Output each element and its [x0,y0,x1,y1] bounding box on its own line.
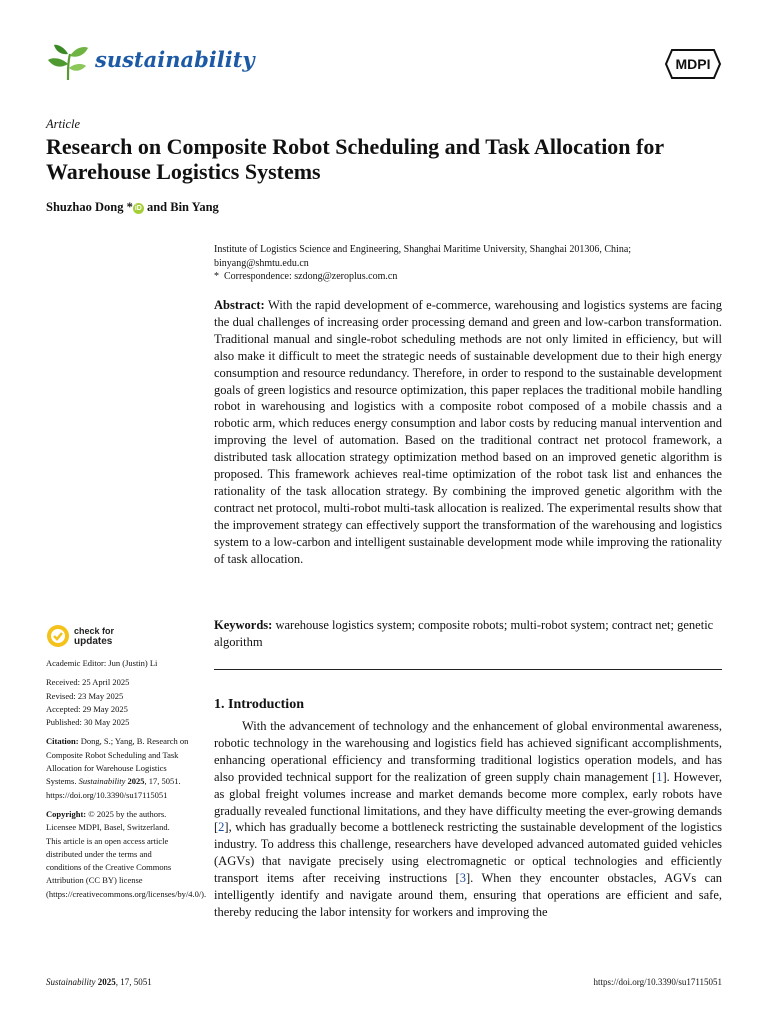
correspondence-line [214,270,724,284]
academic-editor: Academic Editor: Jun (Justin) Li [46,658,158,668]
author-list [46,200,219,215]
intro-text: ], which has gradually become a bottleneck restricting the sustainable development of the logistics industry. To address this challenge, researchers have developed advanced automated guided vehicles (AGVs) that navigate precisely using electromagnetic or optical technologies and efficiently transport items after receiving instructions [ [214,820,722,886]
introduction-paragraph [214,718,722,921]
footer-volume: , 17, 5051 [115,977,152,987]
check-updates-icon [46,624,70,648]
reference-link[interactable]: 2 [218,820,225,835]
keywords-text: warehouse logistics system; composite robots; multi-robot system; contract net; genetic algorithm [214,618,714,649]
correspondence-marker: * [214,271,219,282]
paper-title: Research on Composite Robot Scheduling and Task Allocation for Warehouse Logistics Systems [46,134,664,184]
orcid-icon[interactable]: iD [134,205,142,212]
affiliation-email[interactable]: binyang@shmtu.edu.cn [214,257,309,269]
intro-text: With the advancement of technology and the enhancement of global environmental awareness, robotic technology in the warehousing and logistics field has achieved significant accomplishments, enhancing operational efficiency and transforming traditional logistics operation models, and has also provided technical support for the realization of green supply chain management [ [214,719,722,784]
citation [46,735,196,801]
affiliation-line: Institute of Logistics Science and Engineering, Shanghai Maritime University, Shanghai 201306, China; [214,244,632,255]
footer-citation [46,977,152,987]
reference-link[interactable]: 3 [459,871,466,886]
intro-text: ]. However, as global freight volumes increase and market demands become more complex, early robots have gradually revealed functional limitations, and they have difficulty meeting the ever-growing demands [ [214,769,722,835]
section-divider [214,669,722,670]
correspondence-email[interactable]: Correspondence: szdong@zeroplus.com.cn [224,271,398,282]
citation-year: 2025 [125,776,145,787]
abstract [214,297,722,568]
journal-leaf-logo-icon [46,42,90,82]
copyright [46,808,207,901]
footer-year: 2025 [95,977,116,987]
check-for-updates-button[interactable] [46,624,136,652]
reference-link[interactable]: 1 [656,769,663,784]
citation-journal: Sustainability [78,776,126,787]
revised-date: Revised: 23 May 2025 [46,690,124,701]
affiliation-block [214,243,724,284]
citation-text: Dong, S.; Yang, B. Research on Composite Robot Scheduling and Task Allocation for Warehouse Logistics Systems. [46,736,189,787]
footer-doi-link[interactable]: https://doi.org/10.3390/su17115051 [593,977,722,987]
published-date: Published: 30 May 2025 [46,717,130,728]
copyright-text: © 2025 by the authors. Licensee MDPI, Basel, Switzerland. This article is an open access article distributed under the terms and conditions of the Creative Commons Attribution (CC BY) license (https://creativecommons.org/licenses/by/4.0/). [46,808,207,899]
author-yang[interactable]: and Bin Yang [143,200,219,214]
citation-label: Citation: [46,736,79,747]
check-line: check for [74,626,115,636]
journal-name: sustainability [95,47,255,72]
article-type: Article [46,117,81,131]
mdpi-logo-icon [664,48,722,80]
keywords [214,617,722,651]
footer-journal: Sustainability [46,977,96,987]
section-heading-introduction: 1. Introduction [214,697,304,712]
received-date: Received: 25 April 2025 [46,677,130,688]
accepted-date: Accepted: 29 May 2025 [46,703,128,714]
intro-text: ]. When they encounter obstacles, AGVs can intelligently identify and navigate around them, ensuring that operations are efficient and safe, thereby reducing the labor intensity for workers and improving the [214,871,722,919]
keywords-label: Keywords: [214,618,273,632]
updates-line: updates [74,635,113,647]
abstract-label: Abstract: [214,298,265,312]
abstract-text: With the rapid development of e-commerce, warehousing and logistics systems are facing the dual challenges of increasing order processing demand and green and low-carbon transformation. Traditional manual and single-robot scheduling methods are not only limited in efficiency, but will also make it difficult to meet the strategic needs of sustainable development due to their high energy consumption and resource redundancy. Therefore, in order to respond to the sustainable development goals of green logistics and resource optimization, this paper replaces the traditional mobile handling robot in warehousing and logistics with a composite robot composed of a mobile chassis and a robotic arm, which reduces energy consumption and labor costs by reducing manual intervention and improving the level of automation. Based on the traditional contract net protocol framework, a distributed task allocation strategy optimization method based on an improved genetic algorithm is proposed. This framework achieves real-time optimization of the robot task list and enhances the rationality of the task allocation strategy. By combining the improved genetic algorithm with the contract net protocol, multi-robot multi-task allocation is realized. The experimental results show that the improvement strategy can effectively support the transformation of the warehousing and logistics system to a low-carbon and intelligent sustainable development mode while improving the rationality of task allocation. [214,298,722,566]
citation-doi[interactable]: , 17, 5051. https://doi.org/10.3390/su17115051 [46,776,181,800]
publisher-name: MDPI [675,56,711,72]
check-updates-label [74,627,114,646]
copyright-label: Copyright: [46,808,87,819]
article-info-sidebar [46,657,206,901]
author-dong[interactable]: Shuzhao Dong * [46,200,133,214]
